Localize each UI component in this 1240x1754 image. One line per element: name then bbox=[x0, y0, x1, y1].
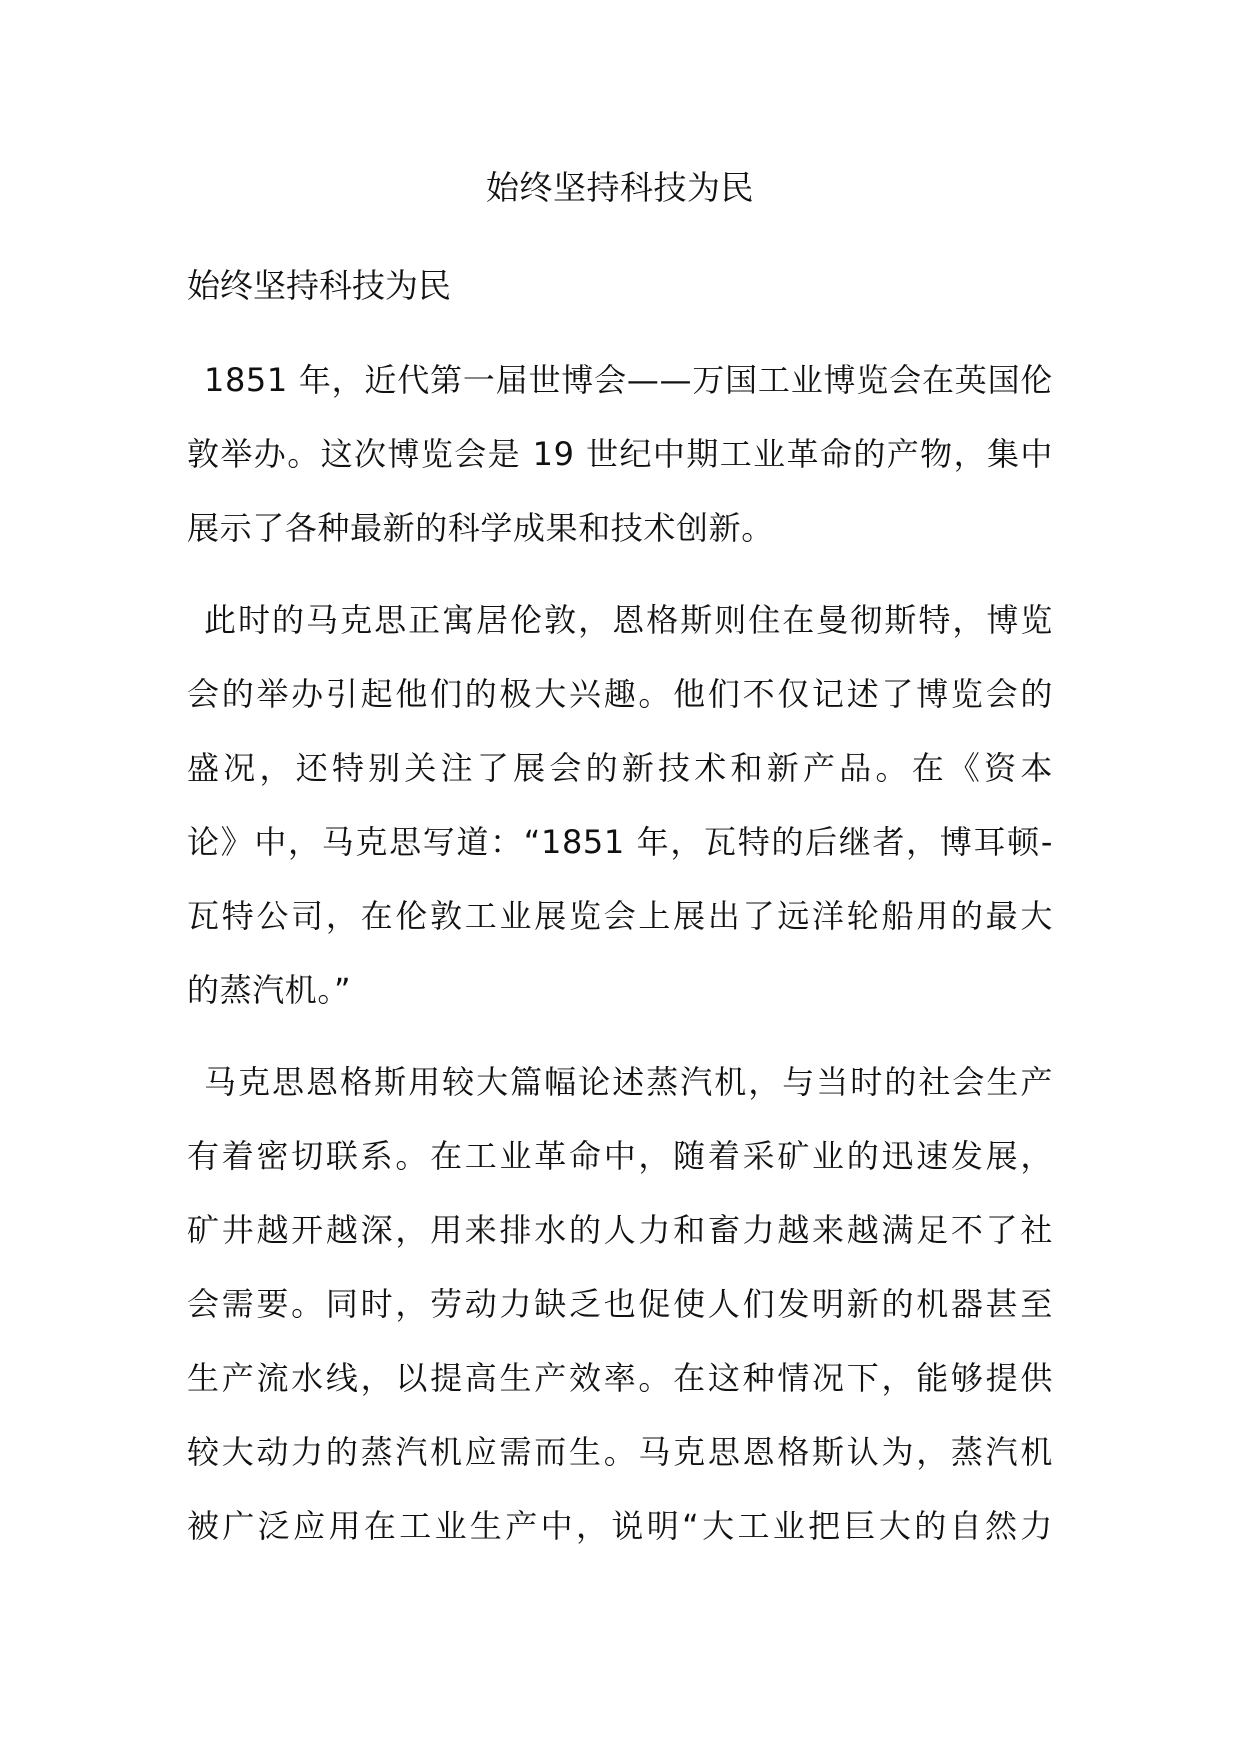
paragraph-2 bbox=[187, 583, 1053, 1027]
paragraph-line: 展示了各种最新的科学成果和技术创新。 bbox=[187, 509, 774, 547]
paragraph-line: 盛况，还特别关注了展会的新技术和新产品。在《资本 bbox=[187, 749, 1053, 787]
paragraph-line: 敦举办。这次博览会是 19 世纪中期工业革命的产物，集中 bbox=[187, 435, 1053, 473]
paragraph-line: 1851 年，近代第一届世博会——万国工业博览会在英国伦 bbox=[204, 361, 1053, 399]
paragraph-line: 会的举办引起他们的极大兴趣。他们不仅记述了博览会的 bbox=[187, 675, 1053, 713]
paragraph-line: 有着密切联系。在工业革命中，随着采矿业的迅速发展， bbox=[187, 1137, 1053, 1175]
document-title: 始终坚持科技为民 bbox=[486, 168, 754, 207]
paragraph-line: 的蒸汽机。” bbox=[187, 971, 352, 1009]
paragraph-line: 论》中，马克思写道：“1851 年，瓦特的后继者，博耳顿- bbox=[187, 823, 1053, 861]
paragraph-line: 被广泛应用在工业生产中，说明“大工业把巨大的自然力 bbox=[187, 1507, 1053, 1545]
paragraph-line: 生产流水线，以提高生产效率。在这种情况下，能够提供 bbox=[187, 1359, 1053, 1397]
paragraph-1 bbox=[187, 343, 1053, 565]
paragraph-line: 较大动力的蒸汽机应需而生。马克思恩格斯认为，蒸汽机 bbox=[187, 1433, 1053, 1471]
paragraph-line: 马克思恩格斯用较大篇幅论述蒸汽机，与当时的社会生产 bbox=[204, 1063, 1053, 1101]
paragraph-line: 瓦特公司，在伦敦工业展览会上展出了远洋轮船用的最大 bbox=[187, 897, 1053, 935]
paragraph-line: 此时的马克思正寓居伦敦，恩格斯则住在曼彻斯特，博览 bbox=[204, 601, 1053, 639]
article-heading: 始终坚持科技为民 bbox=[187, 266, 451, 305]
paragraph-3 bbox=[187, 1045, 1053, 1563]
paragraph-line: 矿井越开越深，用来排水的人力和畜力越来越满足不了社 bbox=[187, 1211, 1053, 1249]
paragraph-line: 会需要。同时，劳动力缺乏也促使人们发明新的机器甚至 bbox=[187, 1285, 1053, 1323]
